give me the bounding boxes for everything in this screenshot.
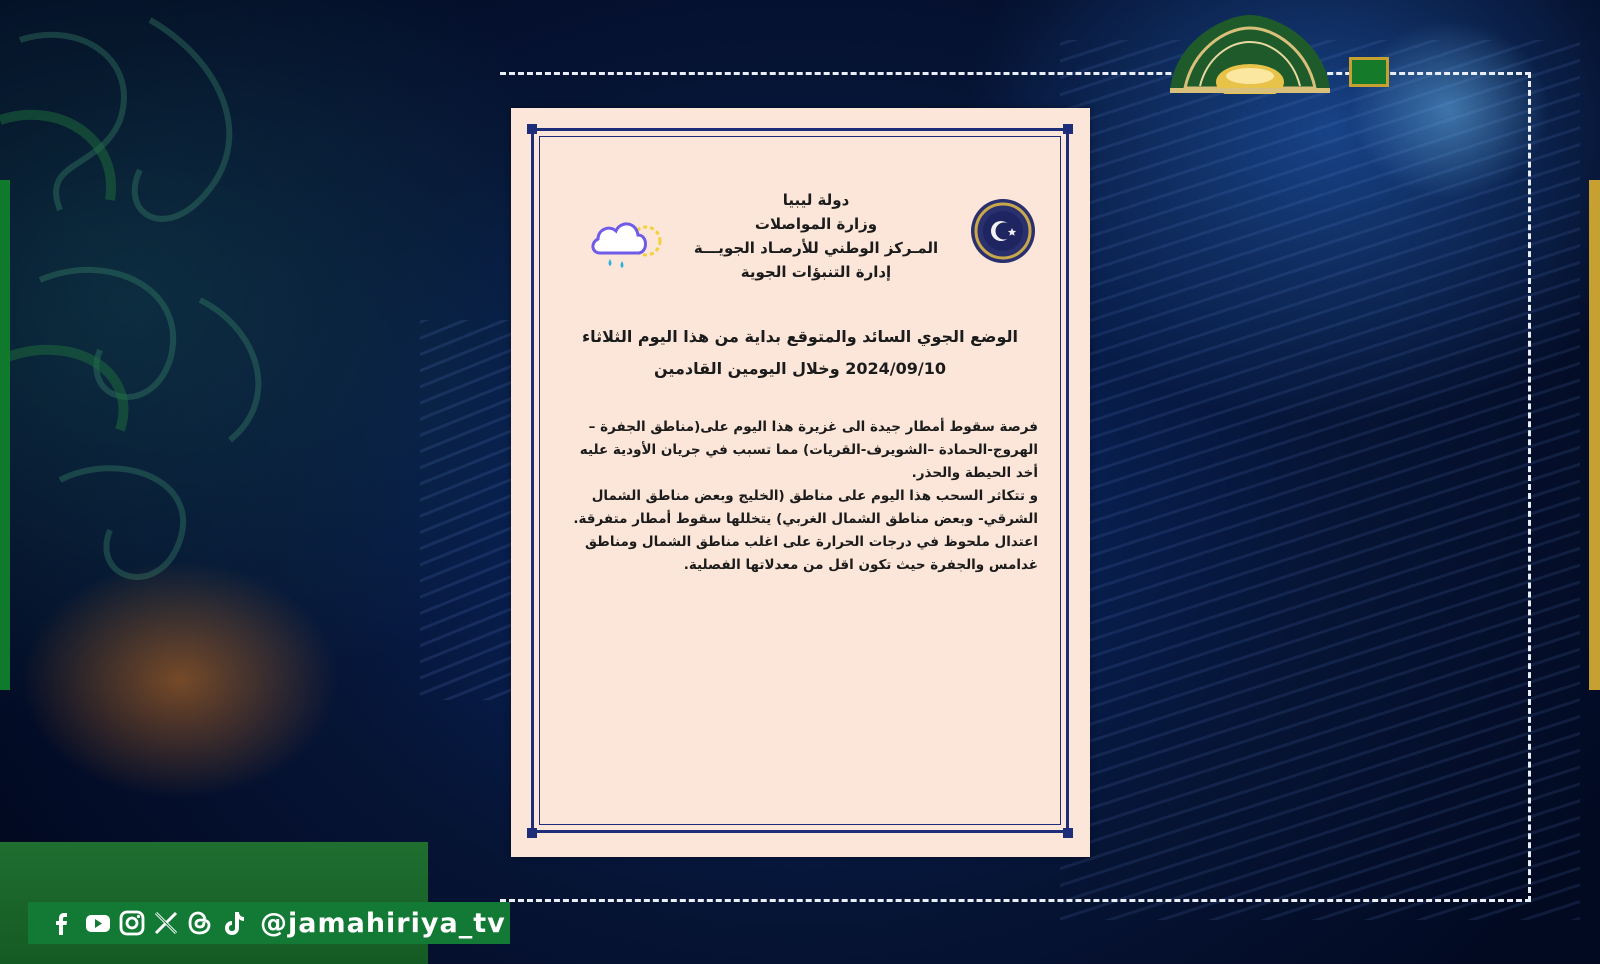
body-line: الشرقي- وبعض مناطق الشمال الغربي) يتخللها سقوط أمطار متفرقة. — [573, 511, 1038, 527]
body-line: أخد الحيطة والحذر. — [911, 465, 1038, 481]
body-line: غدامس والجفرة حيث تكون اقل من معدلاتها الفصلية. — [683, 557, 1038, 573]
channel-emblem-icon — [1165, 10, 1335, 94]
document-body — [573, 416, 1038, 577]
left-green-accent-bar — [0, 180, 10, 690]
document-corner — [527, 124, 537, 134]
document-corner — [1063, 124, 1073, 134]
title-line-1: الوضع الجوي السائد والمتوقع بداية من هذا اليوم الثلاثاء — [581, 327, 1019, 346]
document-header — [681, 188, 951, 284]
social-handle[interactable]: @jamahiriya_tv — [260, 907, 506, 939]
document-title — [571, 321, 1029, 385]
orange-light-glow — [20, 560, 340, 800]
threads-icon[interactable] — [186, 909, 214, 937]
instagram-icon[interactable] — [118, 909, 146, 937]
header-line-ministry: وزارة المواصلات — [754, 215, 878, 233]
title-line-2: 2024/09/10 وخلال اليومين القادمين — [654, 359, 946, 378]
right-gold-accent-bar — [1589, 180, 1600, 690]
x-icon[interactable] — [152, 909, 180, 937]
body-line: فرصة سقوط أمطار جيدة الى غزيرة هذا اليوم على(مناطق الجفرة – — [588, 419, 1038, 435]
youtube-icon[interactable] — [84, 909, 112, 937]
document-corner — [1063, 828, 1073, 838]
facebook-icon[interactable] — [50, 909, 78, 937]
cloud-rain-sun-icon — [586, 213, 670, 275]
libya-seal-icon — [970, 198, 1036, 264]
tiktok-icon[interactable] — [220, 909, 248, 937]
header-line-department: إدارة التنبؤات الجوية — [740, 263, 892, 281]
body-line: و تتكاثر السحب هذا اليوم على مناطق (الخليج وبعض مناطق الشمال — [591, 488, 1038, 504]
emblem-green-box — [1349, 57, 1389, 87]
body-line: الهروج-الحمادة –الشويرف-القريات) مما تسبب في جريان الأودية عليه — [579, 442, 1038, 458]
weather-bulletin-document — [511, 108, 1090, 857]
header-line-country: دولة ليبيا — [782, 191, 850, 209]
body-line: اعتدال ملحوظ في درجات الحرارة على اغلب مناطق الشمال ومناطق — [585, 534, 1038, 550]
document-corner — [527, 828, 537, 838]
social-media-bar — [28, 902, 510, 944]
header-line-center: المـركز الوطني للأرصـاد الجويـــة — [693, 239, 939, 257]
